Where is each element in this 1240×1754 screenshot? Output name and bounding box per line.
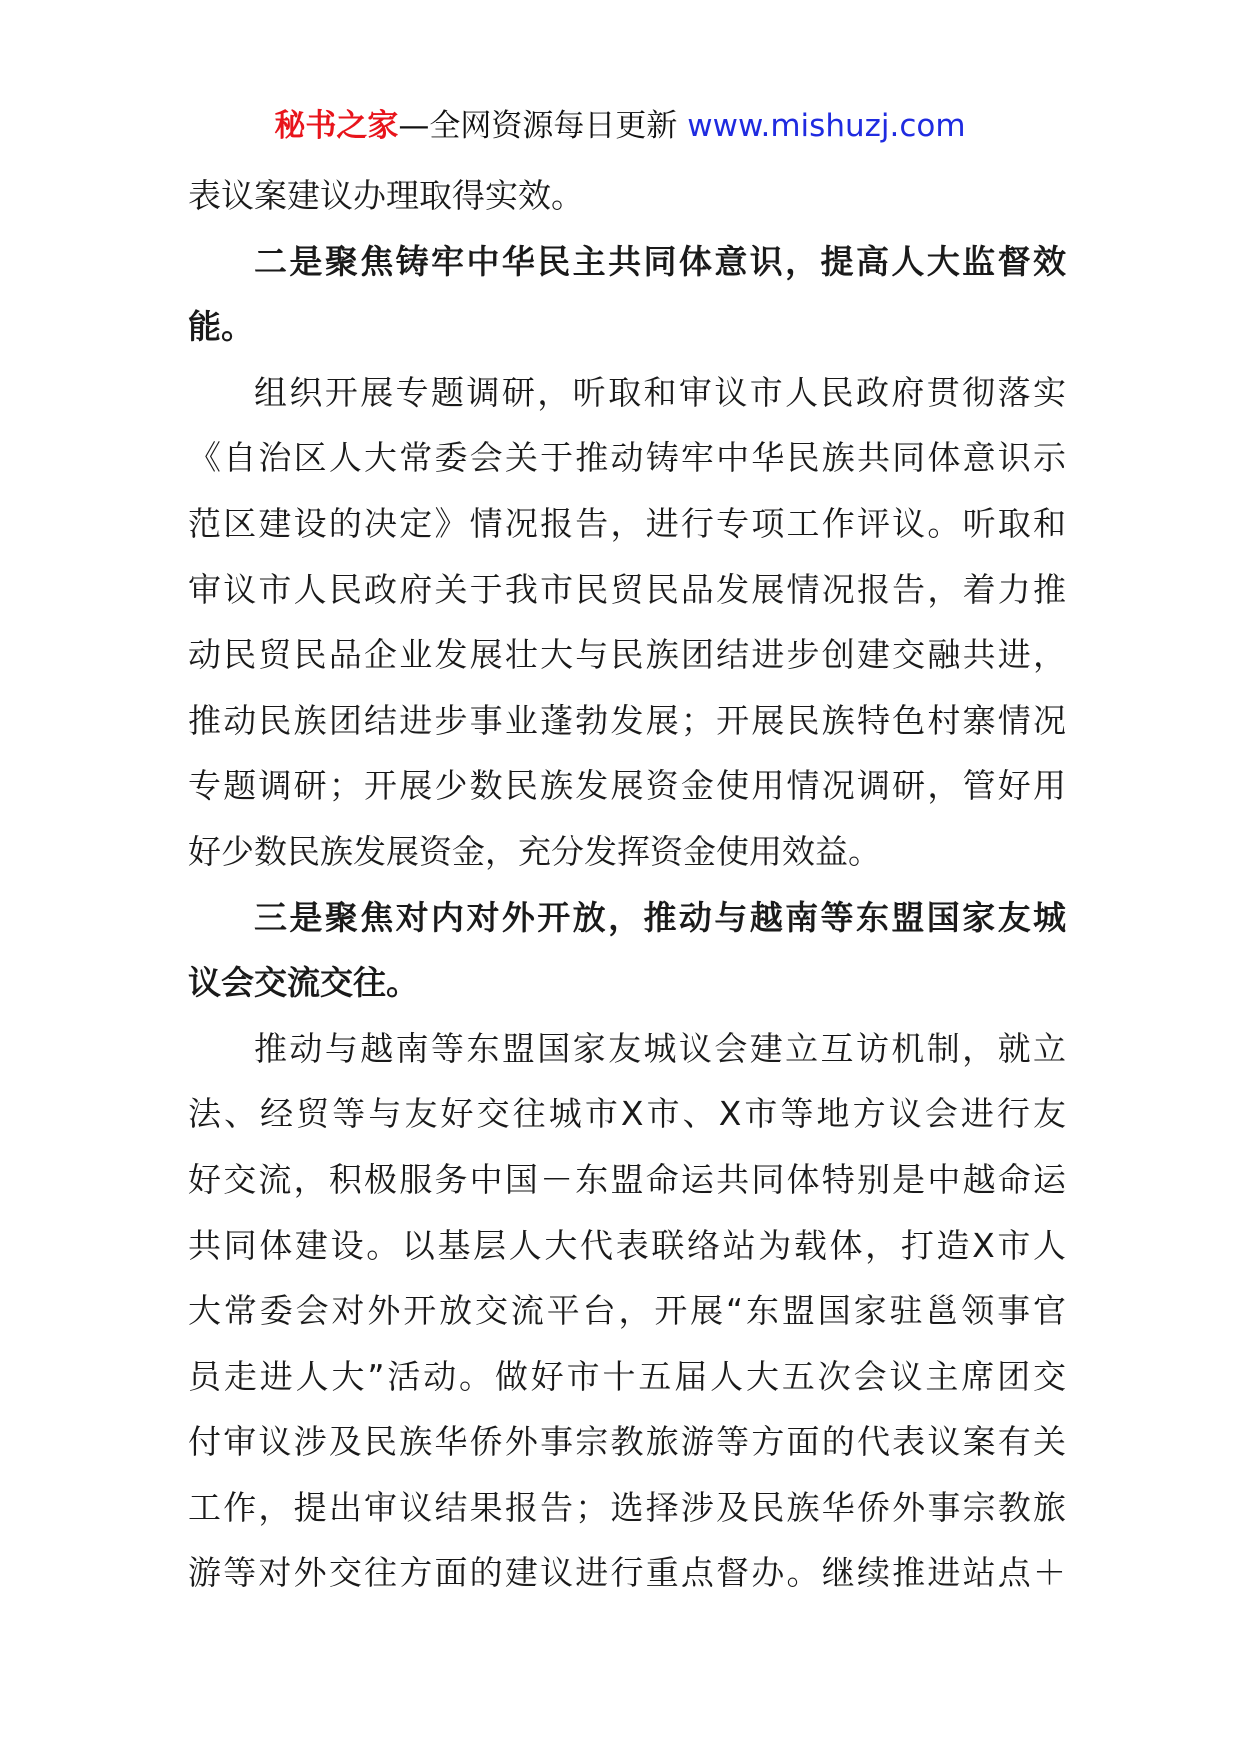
text-line: 动民贸民品企业发展壮大与民族团结进步创建交融共进， bbox=[188, 635, 1066, 675]
text-line: 好少数民族发展资金，充分发挥资金使用效益。 bbox=[188, 831, 881, 871]
text-line: 工作，提出审议结果报告；选择涉及民族华侨外事宗教旅 bbox=[188, 1487, 1066, 1527]
site-header bbox=[0, 104, 1240, 148]
text-line: 好交流，积极服务中国－东盟命运共同体特别是中越命运 bbox=[188, 1159, 1066, 1199]
text-line: 专题调研；开展少数民族发展资金使用情况调研，管好用 bbox=[188, 766, 1066, 806]
text-line: 游等对外交往方面的建议进行重点督办。继续推进站点＋ bbox=[188, 1553, 1066, 1593]
section-heading-end: 议会交流交往。 bbox=[188, 963, 419, 1003]
text-line: 推动与越南等东盟国家友城议会建立互访机制，就立 bbox=[254, 1028, 1066, 1068]
text-line: 共同体建设。以基层人大代表联络站为载体，打造X市人 bbox=[188, 1225, 1066, 1265]
text-line: 《自治区人大常委会关于推动铸牢中华民族共同体意识示 bbox=[188, 438, 1066, 478]
section-heading-end: 能。 bbox=[188, 307, 254, 347]
site-slogan: —全网资源每日更新 bbox=[398, 108, 678, 144]
text-line: 员走进人大”活动。做好市十五届人大五次会议主席团交 bbox=[188, 1356, 1066, 1396]
site-brand: 秘书之家 bbox=[274, 108, 399, 144]
text-line: 推动民族团结进步事业蓬勃发展；开展民族特色村寨情况 bbox=[188, 700, 1066, 740]
text-line: 法、经贸等与友好交往城市X市、X市等地方议会进行友 bbox=[188, 1094, 1066, 1134]
text-line: 大常委会对外开放交流平台，开展“东盟国家驻邕领事官 bbox=[188, 1291, 1066, 1331]
section-heading: 二是聚焦铸牢中华民主共同体意识，提高人大监督效 bbox=[254, 241, 1066, 281]
text-line: 范区建设的决定》情况报告，进行专项工作评议。听取和 bbox=[188, 503, 1066, 543]
text-line: 审议市人民政府关于我市民贸民品发展情况报告，着力推 bbox=[188, 569, 1066, 609]
site-url-link[interactable]: www.mishuzj.com bbox=[687, 108, 966, 144]
document-body bbox=[188, 163, 1066, 1606]
text-line: 组织开展专题调研，听取和审议市人民政府贯彻落实 bbox=[254, 372, 1066, 412]
text-line: 付审议涉及民族华侨外事宗教旅游等方面的代表议案有关 bbox=[188, 1422, 1066, 1462]
section-heading: 三是聚焦对内对外开放，推动与越南等东盟国家友城 bbox=[254, 897, 1066, 937]
text-line: 表议案建议办理取得实效。 bbox=[188, 176, 584, 215]
